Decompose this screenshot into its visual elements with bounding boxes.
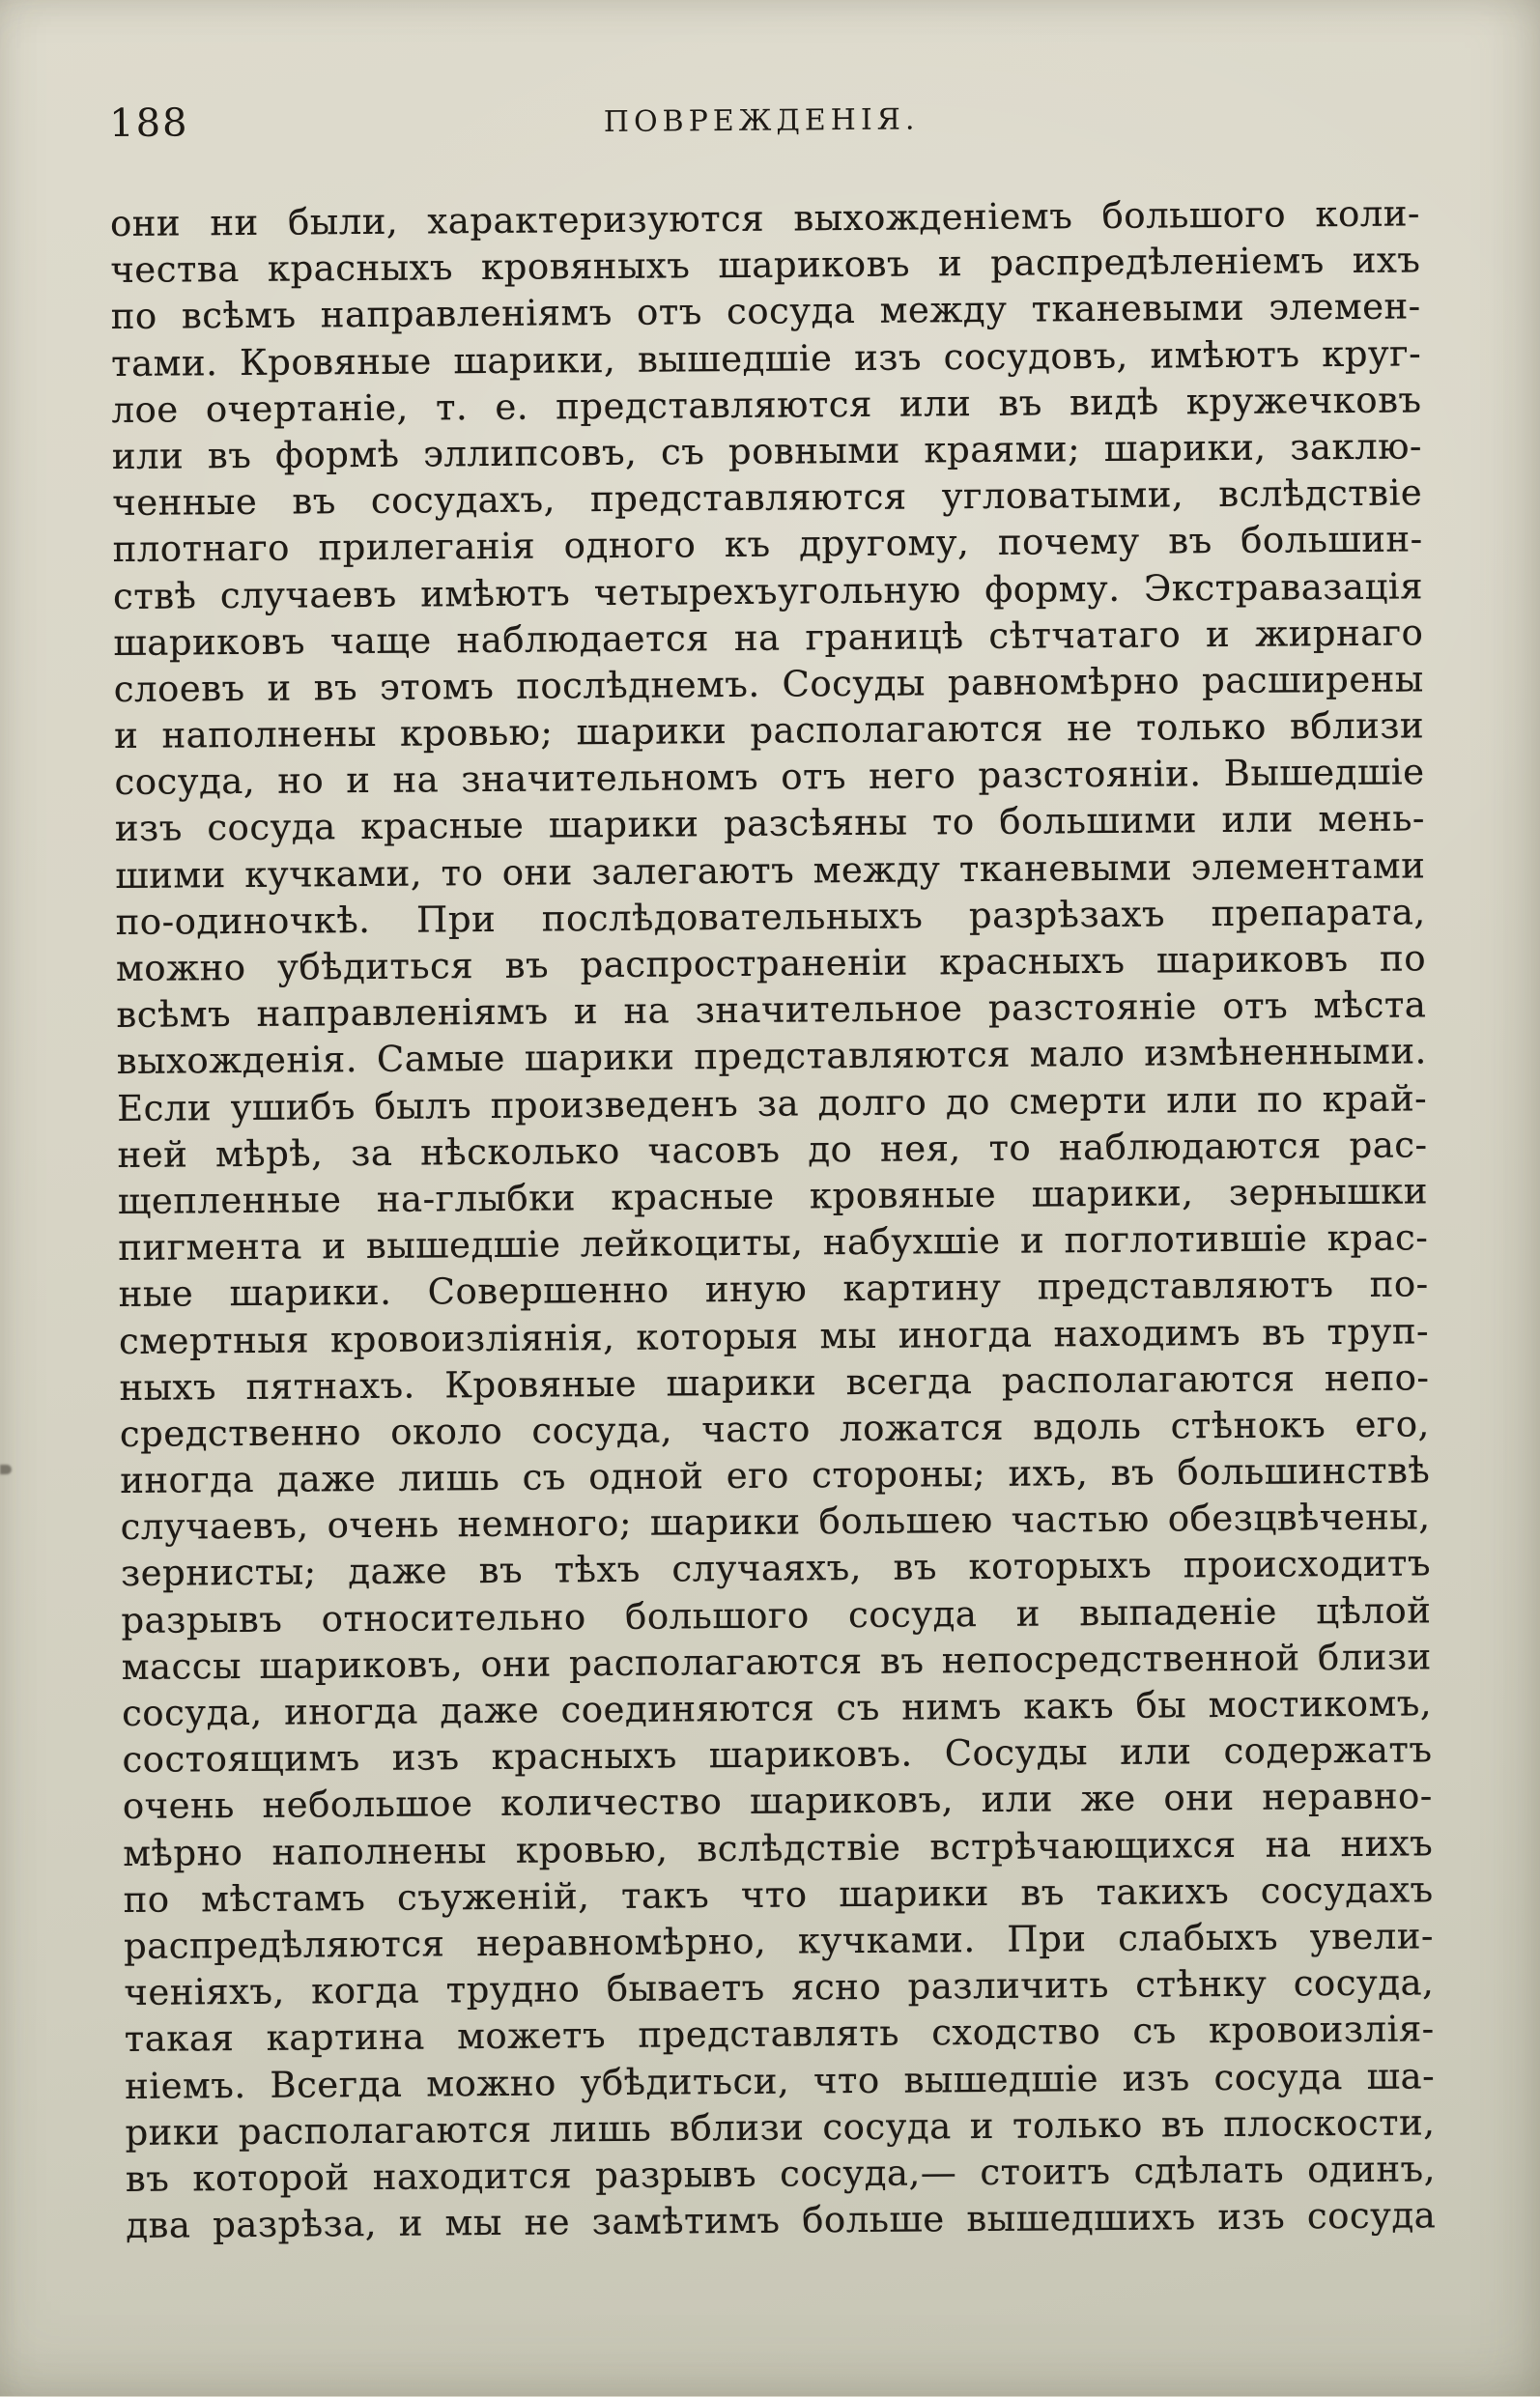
text-line: иногда даже лишь съ одной его стороны; ихъ, въ большинствѣ	[120, 1449, 1431, 1502]
text-line: сосуда, но и на значительномъ отъ него разстояніи. Вышедшіе	[114, 751, 1425, 804]
text-line: по-одиночкѣ. При послѣдовательныхъ разрѣзахъ препарата,	[115, 891, 1426, 943]
body-text	[110, 190, 1437, 2249]
text-line: очень небольшое количество шариковъ, или же они неравно-	[122, 1775, 1433, 1828]
text-line: лое очертаніе, т. е. представляются или въ видѣ кружечковъ	[111, 379, 1422, 431]
text-line: или въ формѣ эллипсовъ, съ ровными краями; шарики, заклю-	[111, 425, 1423, 477]
text-line: рики располагаются лишь вблизи сосуда и только въ плоскости,	[125, 2101, 1436, 2154]
text-line: можно убѣдиться въ распространеніи красныхъ шариковъ по	[115, 937, 1427, 990]
text-line: массы шариковъ, они располагаются въ непосредственной близи	[121, 1636, 1432, 1688]
text-line: въ которой находится разрывъ сосуда,— стоитъ сдѣлать одинъ,	[125, 2148, 1437, 2200]
text-line: они ни были, характеризуются выхожденіемъ большого коли-	[109, 192, 1421, 245]
text-line: шариковъ чаще наблюдается на границѣ сѣтчатаго и жирнаго	[113, 612, 1424, 664]
text-line: шими кучками, то они залегаютъ между тканевыми элементами	[115, 843, 1426, 897]
text-line: всѣмъ направленіямъ и на значительное разстояніе отъ мѣста	[116, 984, 1427, 1037]
text-line: зернисты; даже въ тѣхъ случаяхъ, въ которыхъ происходитъ	[120, 1542, 1432, 1595]
text-line: ные шарики. Совершенно иную картину представляютъ по-	[118, 1263, 1429, 1316]
running-header	[0, 89, 1531, 152]
text-line: средственно около сосуда, часто ложатся вдоль стѣнокъ его,	[119, 1403, 1430, 1455]
text-line: тами. Кровяные шарики, вышедшіе изъ сосудовъ, имѣютъ круг-	[110, 331, 1422, 385]
text-line: ніемъ. Всегда можно убѣдитьси, что вышедшіе изъ сосуда ша-	[124, 2054, 1436, 2107]
text-line: распредѣляются неравномѣрно, кучками. При слабыхъ увели-	[123, 1915, 1435, 1967]
text-line: выхожденія. Самые шарики представляются мало измѣненными.	[116, 1030, 1427, 1083]
page-number: 188	[109, 100, 189, 147]
text-line: по мѣстамъ съуженій, такъ что шарики въ такихъ сосудахъ	[123, 1869, 1434, 1921]
text-line: случаевъ, очень немного; шарики большею частью обезцвѣчены,	[120, 1496, 1431, 1549]
text-line: ней мѣрѣ, за нѣсколько часовъ до нея, то наблюдаются рас-	[117, 1124, 1428, 1176]
text-line: Если ушибъ былъ произведенъ за долго до смерти или по край-	[117, 1076, 1428, 1129]
text-line: такая картина можетъ представлять сходство съ кровоизлія-	[124, 2008, 1435, 2061]
text-line: по всѣмъ направленіямъ отъ сосуда между тканевыми элемен-	[110, 285, 1421, 338]
text-line: мѣрно наполнены кровью, вслѣдствіе встрѣчающихся на нихъ	[123, 1821, 1434, 1874]
text-line: плотнаго прилеганія одного къ другому, почему въ большин-	[112, 518, 1423, 571]
text-line: слоевъ и въ этомъ послѣднемъ. Сосуды равномѣрно расширены	[113, 658, 1424, 710]
text-line: разрывъ относительно большого сосуда и выпаденіе цѣлой	[121, 1588, 1432, 1641]
text-line: чества красныхъ кровяныхъ шариковъ и распредѣленіемъ ихъ	[110, 239, 1421, 292]
text-line: ствѣ случаевъ имѣютъ четырехъугольную форму. Экстравазація	[112, 564, 1424, 617]
text-line: состоящимъ изъ красныхъ шариковъ. Сосуды или содержатъ	[122, 1728, 1433, 1782]
text-line: ныхъ пятнахъ. Кровяные шарики всегда располагаются непо-	[119, 1356, 1430, 1409]
text-line: ченіяхъ, когда трудно бываетъ ясно различить стѣнку сосуда,	[124, 1961, 1435, 2014]
text-line: два разрѣза, и мы не замѣтимъ больше вышедшихъ изъ сосуда	[126, 2194, 1437, 2247]
text-line: смертныя кровоизліянія, которыя мы иногда находимъ въ труп-	[118, 1309, 1430, 1362]
text-line: и наполнены кровью; шарики располагаются не только вблизи	[113, 704, 1425, 757]
page-title: ПОВРЕЖДЕНІЯ.	[603, 102, 920, 140]
text-line: ченные въ сосудахъ, представляются угловатыми, вслѣдствіе	[112, 471, 1423, 525]
text-line: щепленные на-глыбки красные кровяные шарики, зернышки	[117, 1170, 1429, 1222]
text-line: изъ сосуда красные шарики разсѣяны то большими или мень-	[114, 797, 1426, 850]
text-line: пигмента и вышедшіе лейкоциты, набухшіе и поглотившіе крас-	[118, 1216, 1429, 1270]
text-line: сосуда, иногда даже соединяются съ нимъ какъ бы мостикомъ,	[121, 1682, 1433, 1734]
